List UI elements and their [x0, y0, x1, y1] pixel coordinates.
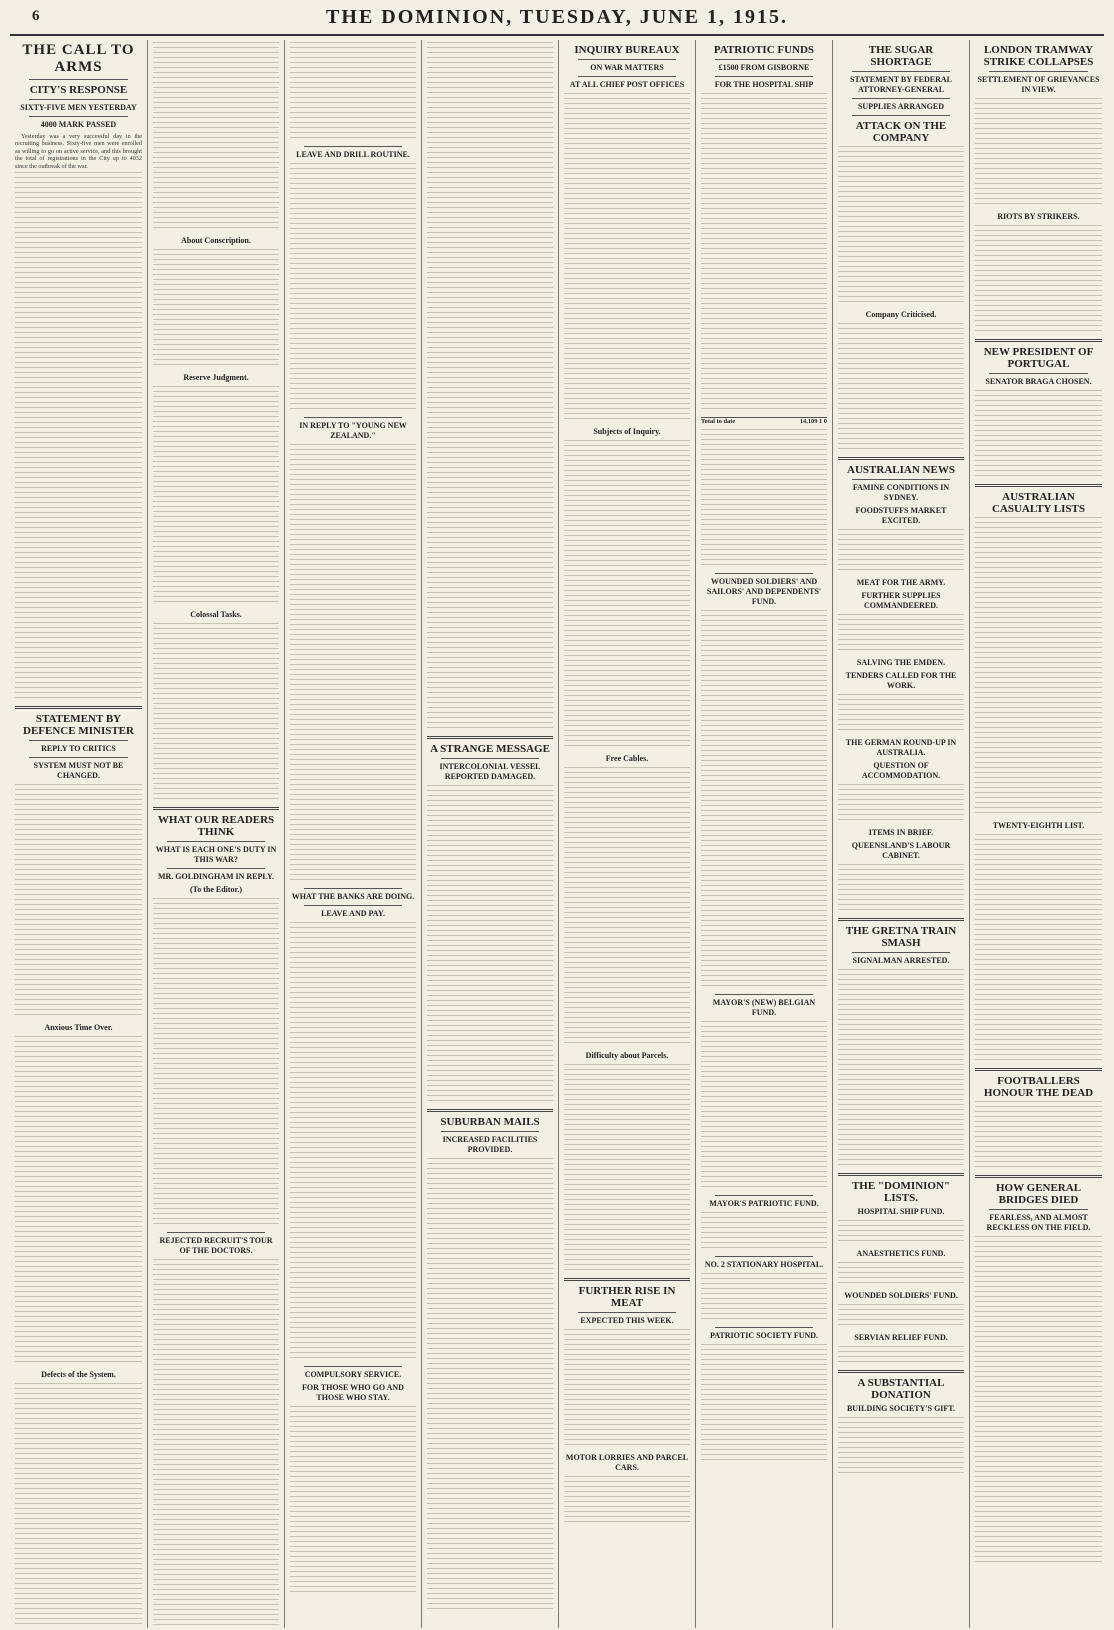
- subhead-post-offices: AT ALL CHIEF POST OFFICES: [569, 80, 685, 89]
- fund-list-block: [838, 1220, 964, 1245]
- article-text-block: [838, 694, 964, 734]
- article-text-block: [838, 146, 964, 306]
- subhead-emden: SALVING THE EMDEN.: [856, 658, 946, 667]
- headline-tramway-strike: LONDON TRAMWAY STRIKE COLLAPSES: [983, 44, 1094, 68]
- article-text-block: [153, 623, 279, 803]
- headline-donation: A SUBSTANTIAL DONATION: [857, 1377, 945, 1401]
- subhead-commandeered: FURTHER SUPPLIES COMMANDEERED.: [861, 591, 941, 610]
- fund-list-block: [701, 429, 827, 569]
- article-text-block: [153, 42, 279, 232]
- article-text-block: [975, 98, 1102, 208]
- subhead-wounded-fund: WOUNDED SOLDIERS' FUND.: [844, 1291, 958, 1300]
- column-1: [10, 40, 148, 1628]
- article-lead: Yesterday was a very successful day in the recruiting business. Sixty-five men were enrolled as willing to go on active service, and this brought the total of registrations in the City up to 4032 since the outbreak of the war.: [15, 133, 142, 170]
- advert-text-block: [564, 1476, 690, 1526]
- columns: [10, 40, 1104, 1628]
- subhead-parcels: Difficulty about Parcels.: [585, 1051, 669, 1060]
- letter-text-block: [290, 163, 416, 413]
- headline-rise-in-meat: FURTHER RISE IN MEAT: [578, 1285, 676, 1309]
- fund-total: [701, 417, 827, 426]
- subhead-reserve-judgment: Reserve Judgment.: [183, 373, 249, 382]
- letter-text-block: [290, 444, 416, 884]
- headline-sugar-shortage: THE SUGAR SHORTAGE: [868, 44, 934, 68]
- subhead-signalman: SIGNALMAN ARRESTED.: [852, 956, 950, 965]
- subhead-defects: Defects of the System.: [41, 1370, 116, 1380]
- article-text-block: [838, 864, 964, 914]
- article-text-block: [15, 1036, 142, 1366]
- letter-text-block: [290, 1406, 416, 1596]
- fund-list-block: [838, 1346, 964, 1366]
- fund-total-value: 14,109 1 0: [799, 418, 827, 425]
- fund-list-block: [838, 1262, 964, 1287]
- subhead-building-society: BUILDING SOCIETY'S GIFT.: [846, 1404, 956, 1413]
- headline-call-to-arms: THE CALL TO ARMS: [22, 42, 135, 75]
- newspaper-title: THE DOMINION, TUESDAY, JUNE 1, 1915.: [326, 6, 788, 28]
- column-2: [148, 40, 285, 1628]
- subhead-banks: WHAT THE BANKS ARE DOING.: [291, 892, 415, 901]
- subhead-war-matters: ON WAR MATTERS: [590, 63, 664, 72]
- headline-defence-minister: STATEMENT BY DEFENCE MINISTER: [23, 713, 134, 738]
- fund-list-block: [701, 610, 827, 990]
- subhead-system: SYSTEM MUST NOT BE CHANGED.: [33, 761, 124, 781]
- article-text-block: [564, 767, 690, 1047]
- column-7: [833, 40, 970, 1628]
- article-text-block: [564, 93, 690, 423]
- headline-readers-think: WHAT OUR READERS THINK: [157, 814, 275, 838]
- subhead-anxious-time: Anxious Time Over.: [44, 1023, 113, 1033]
- fund-list-block: [701, 1344, 827, 1464]
- subhead-4000: 4000 MARK PASSED: [40, 120, 117, 129]
- article-text-block: [427, 42, 553, 732]
- subhead-grievances: SETTLEMENT OF GRIEVANCES IN VIEW.: [977, 75, 1100, 94]
- subhead-meat-army: MEAT FOR THE ARMY.: [856, 578, 946, 587]
- subhead-famine: FAMINE CONDITIONS IN SYDNEY.: [852, 483, 950, 502]
- subhead-compulsory: COMPULSORY SERVICE.: [304, 1370, 402, 1379]
- article-text-block: [564, 440, 690, 750]
- subhead-items-brief: ITEMS IN BRIEF.: [868, 828, 934, 837]
- advert-motor-lorries: MOTOR LORRIES AND PARCEL CARS.: [565, 1453, 689, 1472]
- subhead-attorney-general: STATEMENT BY FEDERAL ATTORNEY-GENERAL: [850, 75, 952, 94]
- headline-attack-company: ATTACK ON THE COMPANY: [855, 120, 947, 144]
- subhead-rejected-recruit: REJECTED RECRUIT'S TOUR OF THE DOCTORS.: [159, 1236, 273, 1255]
- column-5: [559, 40, 696, 1628]
- article-text-block: [153, 249, 279, 369]
- fund-total-label: Total to date: [701, 418, 736, 425]
- subhead-facilities: INCREASED FACILITIES PROVIDED.: [442, 1135, 538, 1154]
- subhead-patriotic-society: PATRIOTIC SOCIETY FUND.: [709, 1330, 819, 1340]
- headline-bridges: HOW GENERAL BRIDGES DIED: [995, 1182, 1082, 1206]
- subhead-this-week: EXPECTED THIS WEEK.: [580, 1316, 674, 1325]
- page-number: 6: [32, 8, 40, 24]
- subhead-hospital-fund: HOSPITAL SHIP FUND.: [857, 1207, 945, 1216]
- headline-dominion-lists: THE "DOMINION" LISTS.: [851, 1180, 951, 1204]
- subhead-wounded-soldiers: WOUNDED SOLDIERS' AND SAILORS' AND DEPENDENTS' FUND.: [706, 576, 822, 606]
- article-text-block: [975, 1101, 1102, 1171]
- subhead-intercolonial: INTERCOLONIAL VESSEL REPORTED DAMAGED.: [439, 762, 541, 781]
- subhead-riots: RIOTS BY STRIKERS.: [997, 212, 1080, 221]
- article-text-block: [564, 1064, 690, 1274]
- article-text-block: [975, 390, 1102, 480]
- headline-footballers: FOOTBALLERS HONOUR THE DEAD: [983, 1075, 1094, 1099]
- subhead-sixty-five: SIXTY-FIVE MEN YESTERDAY: [20, 103, 137, 112]
- casualty-list-block: [975, 834, 1102, 1064]
- article-text-block: [838, 323, 964, 453]
- article-text-block: [15, 1383, 142, 1628]
- article-text-block: [153, 386, 279, 606]
- headline-australian-news: AUSTRALIAN NEWS: [847, 464, 955, 476]
- subhead-citys-response: CITY'S RESPONSE: [29, 84, 128, 96]
- subhead-about-conscription: About Conscription.: [181, 236, 251, 245]
- subhead-supplies: SUPPLIES ARRANGED: [857, 102, 944, 111]
- headline-inquiry-bureaux: INQUIRY BUREAUX: [574, 44, 680, 56]
- subhead-duty: WHAT IS EACH ONE'S DUTY IN THIS WAR?: [155, 845, 277, 864]
- subhead-free-cables: Free Cables.: [605, 754, 649, 763]
- column-6: [696, 40, 833, 1628]
- subhead-gisborne: £1500 FROM GISBORNE: [718, 63, 810, 72]
- subhead-go-stay: FOR THOSE WHO GO AND THOSE WHO STAY.: [302, 1383, 404, 1402]
- headline-president-portugal: NEW PRESIDENT OF PORTUGAL: [983, 346, 1094, 370]
- article-text-block: [838, 614, 964, 654]
- article-text-block: [838, 1417, 964, 1477]
- subhead-hospital-ship: FOR THE HOSPITAL SHIP: [714, 80, 814, 89]
- subhead-leave-pay: LEAVE AND PAY.: [321, 909, 385, 918]
- subhead-leave-drill: LEAVE AND DRILL ROUTINE.: [296, 150, 410, 159]
- subhead-subjects: Subjects of Inquiry.: [593, 427, 661, 436]
- fund-list-block: [701, 1273, 827, 1323]
- article-text-block: [975, 1236, 1102, 1566]
- fund-list-block: [701, 93, 827, 413]
- subhead-young-nz: IN REPLY TO "YOUNG NEW ZEALAND.": [299, 421, 407, 440]
- headline-gretna: THE GRETNA TRAIN SMASH: [845, 925, 957, 949]
- headline-patriotic-funds: PATRIOTIC FUNDS: [713, 44, 815, 56]
- subhead-foodstuffs: FOODSTUFFS MARKET EXCITED.: [855, 506, 947, 525]
- headline-suburban-mails: SUBURBAN MAILS: [440, 1116, 540, 1128]
- subhead-belgian-fund: MAYOR'S (NEW) BELGIAN FUND.: [712, 997, 816, 1017]
- article-text-block: [15, 172, 142, 702]
- fund-list-block: [701, 1021, 827, 1191]
- subhead-goldingham: MR. GOLDINGHAM IN REPLY.: [157, 872, 275, 881]
- masthead: [10, 4, 1104, 36]
- article-text-block: [15, 784, 142, 1019]
- subhead-company-criticised: Company Criticised.: [865, 310, 937, 319]
- casualty-list-block: [975, 517, 1102, 817]
- article-text-block: [838, 784, 964, 824]
- article-text-block: [838, 529, 964, 574]
- article-text-block: [975, 225, 1102, 335]
- subhead-reply-to-critics: REPLY TO CRITICS: [41, 744, 116, 754]
- subhead-colossal-tasks: Colossal Tasks.: [190, 610, 242, 619]
- column-8: [970, 40, 1107, 1628]
- column-4: [422, 40, 559, 1628]
- article-text-block: [427, 785, 553, 1105]
- headline-strange-message: A STRANGE MESSAGE: [430, 743, 550, 755]
- article-text-block: [838, 969, 964, 1169]
- letter-text-block: [290, 922, 416, 1362]
- subhead-german-roundup: THE GERMAN ROUND-UP IN AUSTRALIA.: [845, 738, 957, 757]
- subhead-servian: SERVIAN RELIEF FUND.: [854, 1333, 948, 1342]
- subhead-anaesthetics: ANAESTHETICS FUND.: [856, 1249, 946, 1258]
- letter-text-block: [153, 1259, 279, 1628]
- subhead-stationary-hospital: NO. 2 STATIONARY HOSPITAL.: [704, 1259, 824, 1269]
- subhead-fearless: FEARLESS, AND ALMOST RECKLESS ON THE FIELD.: [986, 1213, 1091, 1232]
- headline-casualty-lists: AUSTRALIAN CASUALTY LISTS: [991, 491, 1086, 515]
- subhead-accommodation: QUESTION OF ACCOMMODATION.: [861, 761, 941, 780]
- article-text-block: [427, 1158, 553, 1613]
- subhead-braga: SENATOR BRAGA CHOSEN.: [985, 377, 1092, 386]
- subhead-queensland: QUEENSLAND'S LABOUR CABINET.: [851, 841, 951, 860]
- fund-list-block: [838, 1304, 964, 1329]
- subhead-mayors-fund: MAYOR'S PATRIOTIC FUND.: [709, 1198, 819, 1208]
- article-text-block: [564, 1329, 690, 1449]
- letter-text-block: [290, 42, 416, 142]
- fund-list-block: [701, 1212, 827, 1252]
- to-the-editor: (To the Editor.): [189, 885, 243, 894]
- subhead-twenty-eighth: TWENTY-EIGHTH LIST.: [992, 821, 1085, 830]
- subhead-tenders: TENDERS CALLED FOR THE WORK.: [845, 671, 957, 690]
- letter-text-block: [153, 898, 279, 1228]
- column-3: [285, 40, 422, 1628]
